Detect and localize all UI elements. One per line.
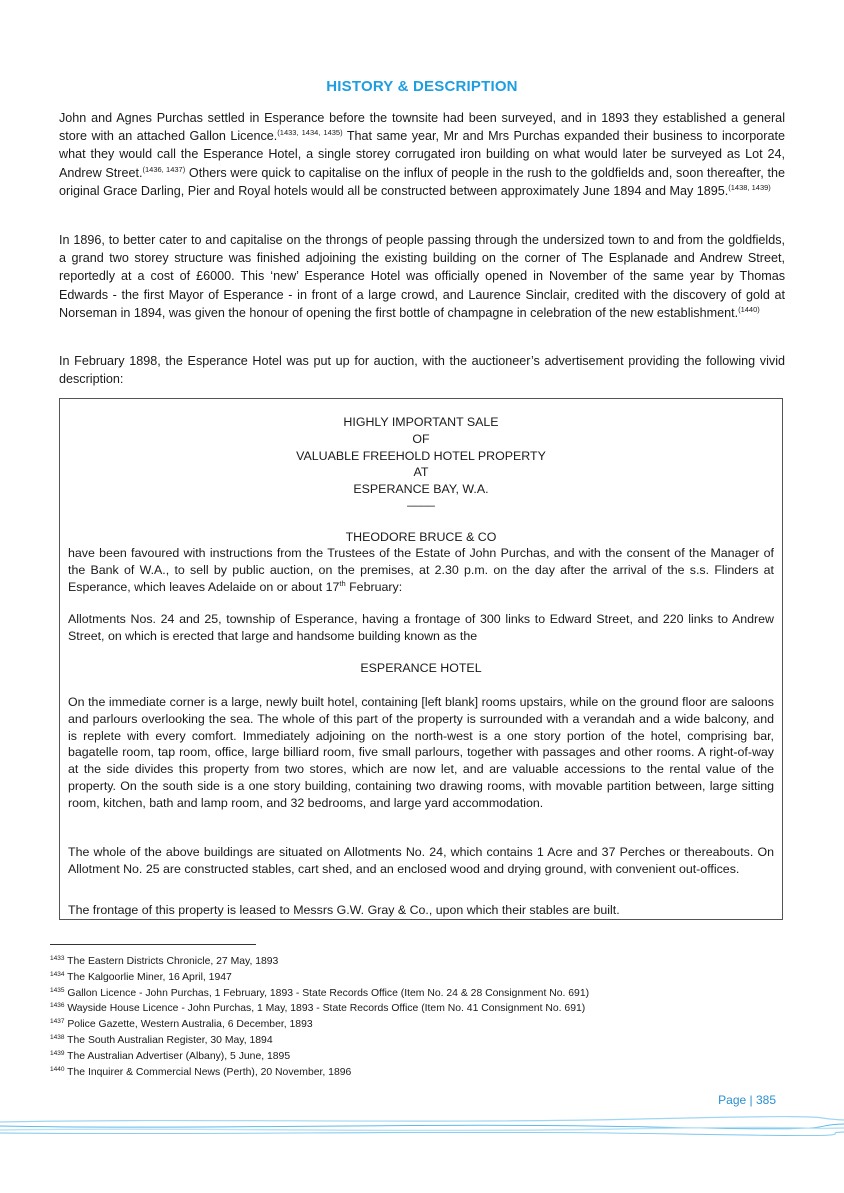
footnote-number: 1438: [50, 1033, 65, 1041]
citation-superscript: (1436, 1437): [142, 164, 186, 174]
footnote-text: Wayside House Licence - John Purchas, 1 May, 1893 - State Records Office (Item No. 41 Consignment No. 691): [64, 1003, 586, 1015]
decorative-wave-lines: [0, 1108, 844, 1148]
paragraph-text: Others were quick to capitalise on the influx of people in the rush to the goldfields and, soon thereafter, the original Grace Darling, Pier and Royal hotels would all be constructed between approximately June 1894 and May 1895.: [59, 165, 785, 198]
paragraph-purchas-settlement: [59, 109, 785, 200]
advert-allotments: Allotments Nos. 24 and 25, township of Esperance, having a frontage of 300 links to Edward Street, and 220 links to Andrew Street, on which is erected that large and handsome building known as the: [68, 612, 774, 643]
footnote: [50, 954, 790, 970]
advert-title-line: HIGHLY IMPORTANT SALE: [343, 415, 499, 429]
footnote-number: 1436: [50, 1002, 65, 1010]
advert-frontage: The frontage of this property is leased to Messrs G.W. Gray & Co., upon which their stables are built.: [68, 903, 620, 917]
footnotes: [50, 954, 790, 1080]
paragraph-text: That same year, Mr and Mrs Purchas expanded their business to incorporate what they would call the Esperance Hotel, a single storey corrugated iron building on what would later be surveyed as Lot 24, Andrew Street.: [59, 129, 785, 180]
advert-hotel-name: ESPERANCE HOTEL: [360, 661, 482, 675]
footnote-text: Gallon Licence - John Purchas, 1 February, 1893 - State Records Office (Item No. 24 & 28 Consignment No. 691): [64, 987, 590, 999]
footnote-text: The Eastern Districts Chronicle, 27 May, 1893: [64, 956, 279, 967]
footnote: [50, 1033, 790, 1049]
advert-description: On the immediate corner is a large, newly built hotel, containing [left blank] rooms upstairs, while on the ground floor are saloons and parlours overlooking the sea. The whole of this part of the property is surrounded with a verandah and a wide balcony, and is replete with every comfort. Immediately adjoining on the north-west is a one story portion of the hotel, comprising bar, bagatelle room, tap room, office, large billiard room, five small parlours, together with passages and other rooms. A right-of-way at the side divides this property from two stores, which are now let, and are valuable accessions to the rental value of the property. On the south side is a one story building, containing two drawing rooms, with movable partition between, large sitting room, kitchen, bath and lamp room, and 32 bedrooms, and large yard accommodation.: [68, 695, 774, 810]
footnote: [50, 1065, 790, 1081]
footnote-number: 1435: [50, 986, 65, 994]
advert-intro: [68, 545, 774, 595]
footnote-text: The Inquirer & Commercial News (Perth), 20 November, 1896: [64, 1066, 352, 1078]
footnote-number: 1433: [50, 955, 65, 962]
footnote: [50, 970, 790, 986]
citation-superscript: (1440): [738, 304, 760, 314]
ordinal-superscript: th: [339, 578, 346, 588]
section-heading: HISTORY & DESCRIPTION: [326, 78, 518, 95]
paragraph-text: John and Agnes Purchas settled in Esperance before the townsite had been surveyed, and in 1893 they established a general store with an attached Gallon Licence.: [59, 111, 785, 144]
paragraph-text: In 1896, to better cater to and capitalise on the throngs of people passing through the undersized town to and from the goldfields, a grand two storey structure was finished adjoining the existing building on the corner of The Esplanade and Andrew Street, reportedly at a cost of £6000. This ‘new’ Esperance Hotel was officially opened in November of the same year by Thomas Edwards - the first Mayor of Esperance - in front of a large crowd, and Laurence Sinclair, credited with the discovery of gold at Norseman in 1894, was given the honour of opening the first bottle of champagne in celebration of the new establishment.: [59, 233, 785, 320]
footnote: [50, 986, 790, 1002]
footnote: [50, 1017, 790, 1033]
advert-divider: ____: [407, 492, 435, 507]
footnote-number: 1439: [50, 1049, 65, 1057]
footnote-number: 1440: [50, 1065, 65, 1073]
footnote-separator: [50, 944, 256, 945]
footnote-number: 1434: [50, 970, 65, 978]
paragraph-new-hotel-1896: [59, 231, 785, 322]
advert-title-line: AT: [413, 465, 429, 480]
advert-auctioneer: THEODORE BRUCE & CO: [345, 530, 497, 544]
footnote: [50, 1001, 790, 1017]
footnote-number: 1437: [50, 1018, 65, 1026]
footnote: [50, 1049, 790, 1065]
footnote-text: The South Australian Register, 30 May, 1894: [64, 1034, 273, 1046]
advertisement-box: [59, 398, 783, 920]
paragraph-auction-1898: In February 1898, the Esperance Hotel was put up for auction, with the auctioneer’s advertisement providing the following vivid description:: [59, 354, 785, 387]
advert-title-line: OF: [412, 431, 430, 446]
advert-title: [68, 414, 774, 509]
footnote-text: The Kalgoorlie Miner, 16 April, 1947: [64, 971, 232, 983]
page-number: Page | 385: [718, 1093, 776, 1107]
advert-text: February:: [345, 579, 403, 594]
footnote-text: Police Gazette, Western Australia, 6 December, 1893: [64, 1019, 313, 1031]
advert-title-line: VALUABLE FREEHOLD HOTEL PROPERTY: [296, 448, 546, 463]
footnote-text: The Australian Advertiser (Albany), 5 June, 1895: [64, 1050, 291, 1062]
citation-superscript: (1438, 1439): [728, 182, 771, 192]
advert-buildings: The whole of the above buildings are situated on Allotments No. 24, which contains 1 Acre and 37 Perches or thereabouts. On Allotment No. 25 are constructed stables, cart shed, and an enclosed wood and drying ground, with convenient out-offices.: [68, 845, 774, 876]
advert-text: have been favoured with instructions from the Trustees of the Estate of John Purchas, and with the consent of the Manager of the Bank of W.A., to sell by public auction, on the premises, at 2.30 p.m. on the day after the arrival of the s.s. Flinders at Esperance, which leaves Adelaide on or about 17: [68, 546, 774, 594]
citation-superscript: (1433, 1434, 1435): [277, 128, 343, 138]
advert-title-line: ESPERANCE BAY, W.A.: [353, 482, 489, 497]
